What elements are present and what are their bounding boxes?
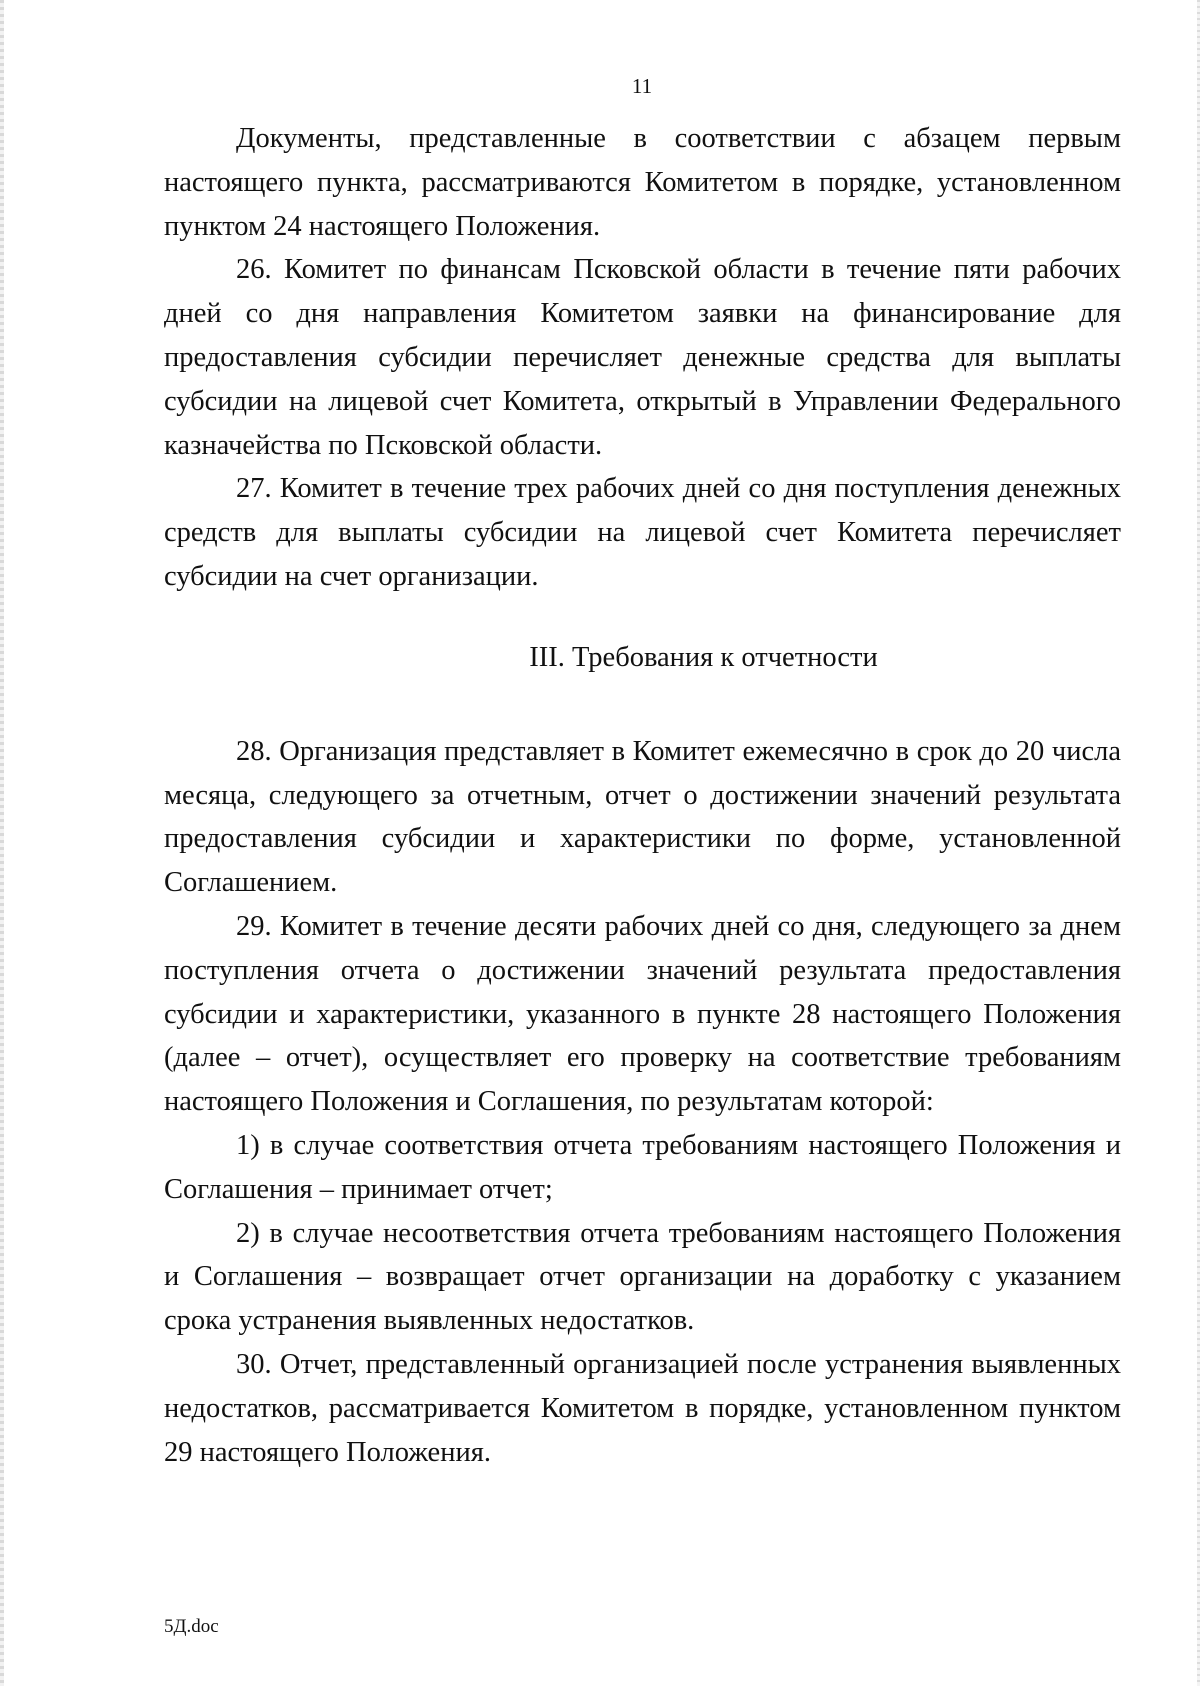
paragraph-30: 30. Отчет, представленный организацией после устранения выявленных недостатков, рассматривается Комитетом в порядке, установленном пунктом 29 настоящего Положения. [164, 1348, 1121, 1468]
paragraph-29-item-2: 2) в случае несоответствия отчета требованиям настоящего Положения и Соглашения – возвращает отчет организации на доработку с указанием срока устранения выявленных недостатков. [164, 1217, 1121, 1337]
paragraph-29-item-1: 1) в случае соответствия отчета требованиям настоящего Положения и Соглашения – принимает отчет; [164, 1129, 1121, 1205]
section-heading: III. Требования к отчетности [529, 642, 878, 674]
paragraph-documents-review: Документы, представленные в соответствии с абзацем первым настоящего пункта, рассматриваются Комитетом в порядке, установленном пунктом 24 настоящего Положения. [164, 123, 1121, 242]
paragraph-27: 27. Комитет в течение трех рабочих дней со дня поступления денежных средств для выплаты субсидии на лицевой счет Комитета перечисляет субсидии на счет организации. [164, 473, 1121, 592]
page-number: 11 [631, 74, 653, 98]
footer-filename: 5Д.doc [164, 1616, 219, 1637]
document-body [164, 117, 1121, 1474]
paragraph-26: 26. Комитет по финансам Псковской области в течение пяти рабочих дней со дня направления Комитетом заявки на финансирование для предоставления субсидии перечисляет денежные средства для выплаты субсидии на лицевой счет Комитета, открытый в Управлении Федерального казначейства по Псковской области. [164, 254, 1121, 461]
paragraph-28: 28. Организация представляет в Комитет ежемесячно в срок до 20 числа месяца, следующего за отчетным, отчет о достижении значений результата предоставления субсидии и характеристики по форме, установленной Соглашением. [164, 735, 1121, 899]
scan-edge-left [0, 0, 4, 1686]
paragraph-29: 29. Комитет в течение десяти рабочих дней со дня, следующего за днем поступления отчета о достижении значений результата предоставления субсидии и характеристики, указанного в пункте 28 настоящего Положения (далее – отчет), осуществляет его проверку на соответствие требованиям настоящего Положения и Соглашения, по результатам которой: [164, 910, 1121, 1118]
